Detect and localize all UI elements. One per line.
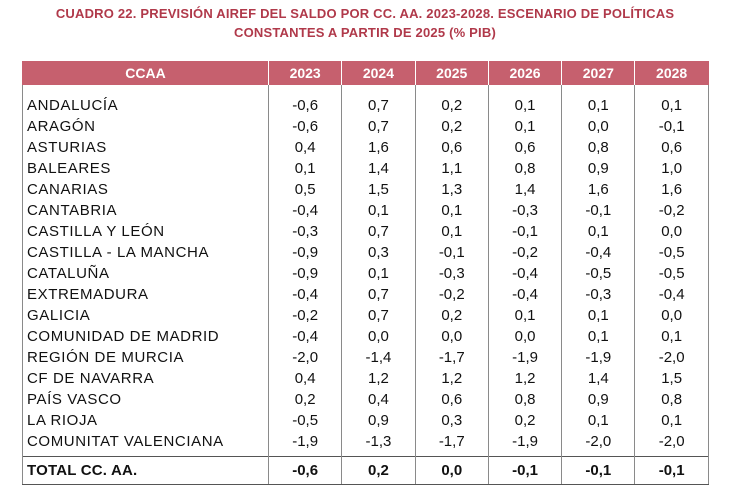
value-cell: 0,1 (342, 200, 415, 221)
value-cell: -0,4 (488, 263, 561, 284)
table-row (23, 347, 709, 368)
value-cell: -2,0 (269, 347, 342, 368)
value-cell: -0,2 (415, 284, 488, 305)
value-cell: 0,1 (562, 410, 635, 431)
value-cell: 0,9 (342, 410, 415, 431)
spacer-cell (488, 85, 561, 95)
value-cell: 0,7 (342, 95, 415, 116)
value-cell: -0,1 (635, 116, 708, 137)
value-cell: 0,4 (269, 137, 342, 158)
spacer-cell (415, 85, 488, 95)
value-cell: -1,9 (488, 431, 561, 457)
value-cell: 0,1 (488, 116, 561, 137)
value-cell: 0,2 (269, 389, 342, 410)
value-cell: -0,6 (269, 116, 342, 137)
table-title (0, 4, 730, 42)
column-header-year: 2028 (635, 61, 708, 85)
total-value-cell: -0,1 (635, 457, 708, 485)
column-header-year: 2024 (342, 61, 415, 85)
value-cell: 1,2 (415, 368, 488, 389)
value-cell: 1,1 (415, 158, 488, 179)
value-cell: 0,1 (635, 95, 708, 116)
value-cell: -0,1 (415, 242, 488, 263)
region-name-cell: CASTILLA Y LEÓN (23, 221, 269, 242)
value-cell: 0,2 (488, 410, 561, 431)
value-cell: -0,5 (269, 410, 342, 431)
value-cell: -2,0 (635, 431, 708, 457)
value-cell: -0,3 (415, 263, 488, 284)
value-cell: 0,2 (415, 305, 488, 326)
value-cell: -0,5 (635, 242, 708, 263)
value-cell: 0,1 (488, 95, 561, 116)
value-cell: -1,3 (342, 431, 415, 457)
value-cell: 1,2 (488, 368, 561, 389)
value-cell: 0,1 (562, 305, 635, 326)
region-name-cell: ASTURIAS (23, 137, 269, 158)
spacer-row (23, 85, 709, 95)
value-cell: 0,7 (342, 221, 415, 242)
value-cell: 1,2 (342, 368, 415, 389)
value-cell: 1,3 (415, 179, 488, 200)
spacer-cell (562, 85, 635, 95)
value-cell: 1,4 (342, 158, 415, 179)
value-cell: 0,0 (562, 116, 635, 137)
value-cell: -0,2 (488, 242, 561, 263)
column-header-year: 2027 (562, 61, 635, 85)
total-value-cell: -0,6 (269, 457, 342, 485)
value-cell: 0,7 (342, 284, 415, 305)
region-name-cell: COMUNITAT VALENCIANA (23, 431, 269, 457)
region-name-cell: CANARIAS (23, 179, 269, 200)
value-cell: -1,9 (269, 431, 342, 457)
value-cell: -0,5 (562, 263, 635, 284)
total-value-cell: 0,0 (415, 457, 488, 485)
table-row (23, 179, 709, 200)
value-cell: 0,6 (415, 137, 488, 158)
table-row (23, 137, 709, 158)
region-name-cell: PAÍS VASCO (23, 389, 269, 410)
value-cell: 0,1 (415, 221, 488, 242)
value-cell: 0,0 (488, 326, 561, 347)
value-cell: 0,3 (415, 410, 488, 431)
value-cell: -0,4 (269, 326, 342, 347)
value-cell: 0,8 (635, 389, 708, 410)
header-row (23, 61, 709, 85)
column-header-ccaa: CCAA (23, 61, 269, 85)
table-row (23, 95, 709, 116)
total-label-cell: TOTAL CC. AA. (23, 457, 269, 485)
value-cell: 1,4 (562, 368, 635, 389)
region-name-cell: COMUNIDAD DE MADRID (23, 326, 269, 347)
value-cell: 0,1 (635, 326, 708, 347)
value-cell: -0,1 (488, 221, 561, 242)
value-cell: 0,9 (562, 389, 635, 410)
value-cell: -0,9 (269, 263, 342, 284)
value-cell: 0,7 (342, 305, 415, 326)
total-value-cell: 0,2 (342, 457, 415, 485)
table-row (23, 389, 709, 410)
spacer-cell (269, 85, 342, 95)
table-body (23, 85, 709, 485)
value-cell: -0,4 (562, 242, 635, 263)
value-cell: 0,8 (488, 389, 561, 410)
table-row (23, 263, 709, 284)
data-table (22, 61, 709, 485)
region-name-cell: CASTILLA - LA MANCHA (23, 242, 269, 263)
value-cell: -0,2 (635, 200, 708, 221)
spacer-cell (23, 85, 269, 95)
total-value-cell: -0,1 (562, 457, 635, 485)
table-row (23, 116, 709, 137)
total-row (23, 457, 709, 485)
value-cell: 0,1 (562, 221, 635, 242)
value-cell: 0,6 (635, 137, 708, 158)
region-name-cell: GALICIA (23, 305, 269, 326)
value-cell: 0,5 (269, 179, 342, 200)
value-cell: -0,6 (269, 95, 342, 116)
value-cell: -1,7 (415, 347, 488, 368)
value-cell: 0,1 (635, 410, 708, 431)
value-cell: 0,3 (342, 242, 415, 263)
value-cell: 0,1 (415, 200, 488, 221)
value-cell: -0,1 (562, 200, 635, 221)
value-cell: -1,9 (488, 347, 561, 368)
value-cell: 0,1 (342, 263, 415, 284)
value-cell: 0,1 (488, 305, 561, 326)
value-cell: -2,0 (562, 431, 635, 457)
value-cell: 0,4 (269, 368, 342, 389)
value-cell: -0,4 (269, 200, 342, 221)
table-row (23, 431, 709, 457)
value-cell: 0,8 (488, 158, 561, 179)
value-cell: 1,6 (562, 179, 635, 200)
value-cell: 0,1 (269, 158, 342, 179)
value-cell: 1,5 (342, 179, 415, 200)
table-row (23, 410, 709, 431)
value-cell: 0,0 (635, 305, 708, 326)
spacer-cell (342, 85, 415, 95)
value-cell: 0,6 (488, 137, 561, 158)
value-cell: 0,6 (415, 389, 488, 410)
table-row (23, 368, 709, 389)
value-cell: -0,3 (562, 284, 635, 305)
table-row (23, 221, 709, 242)
value-cell: -2,0 (635, 347, 708, 368)
value-cell: -1,4 (342, 347, 415, 368)
table-row (23, 305, 709, 326)
value-cell: -0,4 (269, 284, 342, 305)
value-cell: -0,4 (635, 284, 708, 305)
table-row (23, 284, 709, 305)
value-cell: 0,2 (415, 116, 488, 137)
table-title-line-2: CONSTANTES A PARTIR DE 2025 (% PIB) (234, 25, 496, 40)
value-cell: 0,0 (342, 326, 415, 347)
region-name-cell: EXTREMADURA (23, 284, 269, 305)
table-title-line-1: CUADRO 22. PREVISIÓN AIREF DEL SALDO POR CC. AA. 2023-2028. ESCENARIO DE POLÍTICAS (55, 6, 675, 21)
value-cell: 0,7 (342, 116, 415, 137)
table-row (23, 326, 709, 347)
value-cell: -1,7 (415, 431, 488, 457)
column-header-year: 2023 (269, 61, 342, 85)
value-cell: -0,5 (635, 263, 708, 284)
region-name-cell: CATALUÑA (23, 263, 269, 284)
value-cell: 0,1 (562, 326, 635, 347)
region-name-cell: CANTABRIA (23, 200, 269, 221)
table-row (23, 200, 709, 221)
region-name-cell: ARAGÓN (23, 116, 269, 137)
value-cell: 1,0 (635, 158, 708, 179)
value-cell: 0,4 (342, 389, 415, 410)
column-header-year: 2025 (415, 61, 488, 85)
value-cell: 0,9 (562, 158, 635, 179)
table-row (23, 242, 709, 263)
value-cell: -0,3 (488, 200, 561, 221)
column-header-year: 2026 (488, 61, 561, 85)
value-cell: 1,6 (635, 179, 708, 200)
value-cell: 0,0 (635, 221, 708, 242)
region-name-cell: LA RIOJA (23, 410, 269, 431)
value-cell: 1,4 (488, 179, 561, 200)
spacer-cell (635, 85, 708, 95)
value-cell: -0,4 (488, 284, 561, 305)
value-cell: -0,3 (269, 221, 342, 242)
value-cell: -0,9 (269, 242, 342, 263)
value-cell: -1,9 (562, 347, 635, 368)
value-cell: -0,2 (269, 305, 342, 326)
value-cell: 0,1 (562, 95, 635, 116)
table-row (23, 158, 709, 179)
region-name-cell: CF DE NAVARRA (23, 368, 269, 389)
value-cell: 0,2 (415, 95, 488, 116)
value-cell: 1,5 (635, 368, 708, 389)
region-name-cell: BALEARES (23, 158, 269, 179)
value-cell: 1,6 (342, 137, 415, 158)
value-cell: 0,0 (415, 326, 488, 347)
value-cell: 0,8 (562, 137, 635, 158)
region-name-cell: REGIÓN DE MURCIA (23, 347, 269, 368)
region-name-cell: ANDALUCÍA (23, 95, 269, 116)
total-value-cell: -0,1 (488, 457, 561, 485)
